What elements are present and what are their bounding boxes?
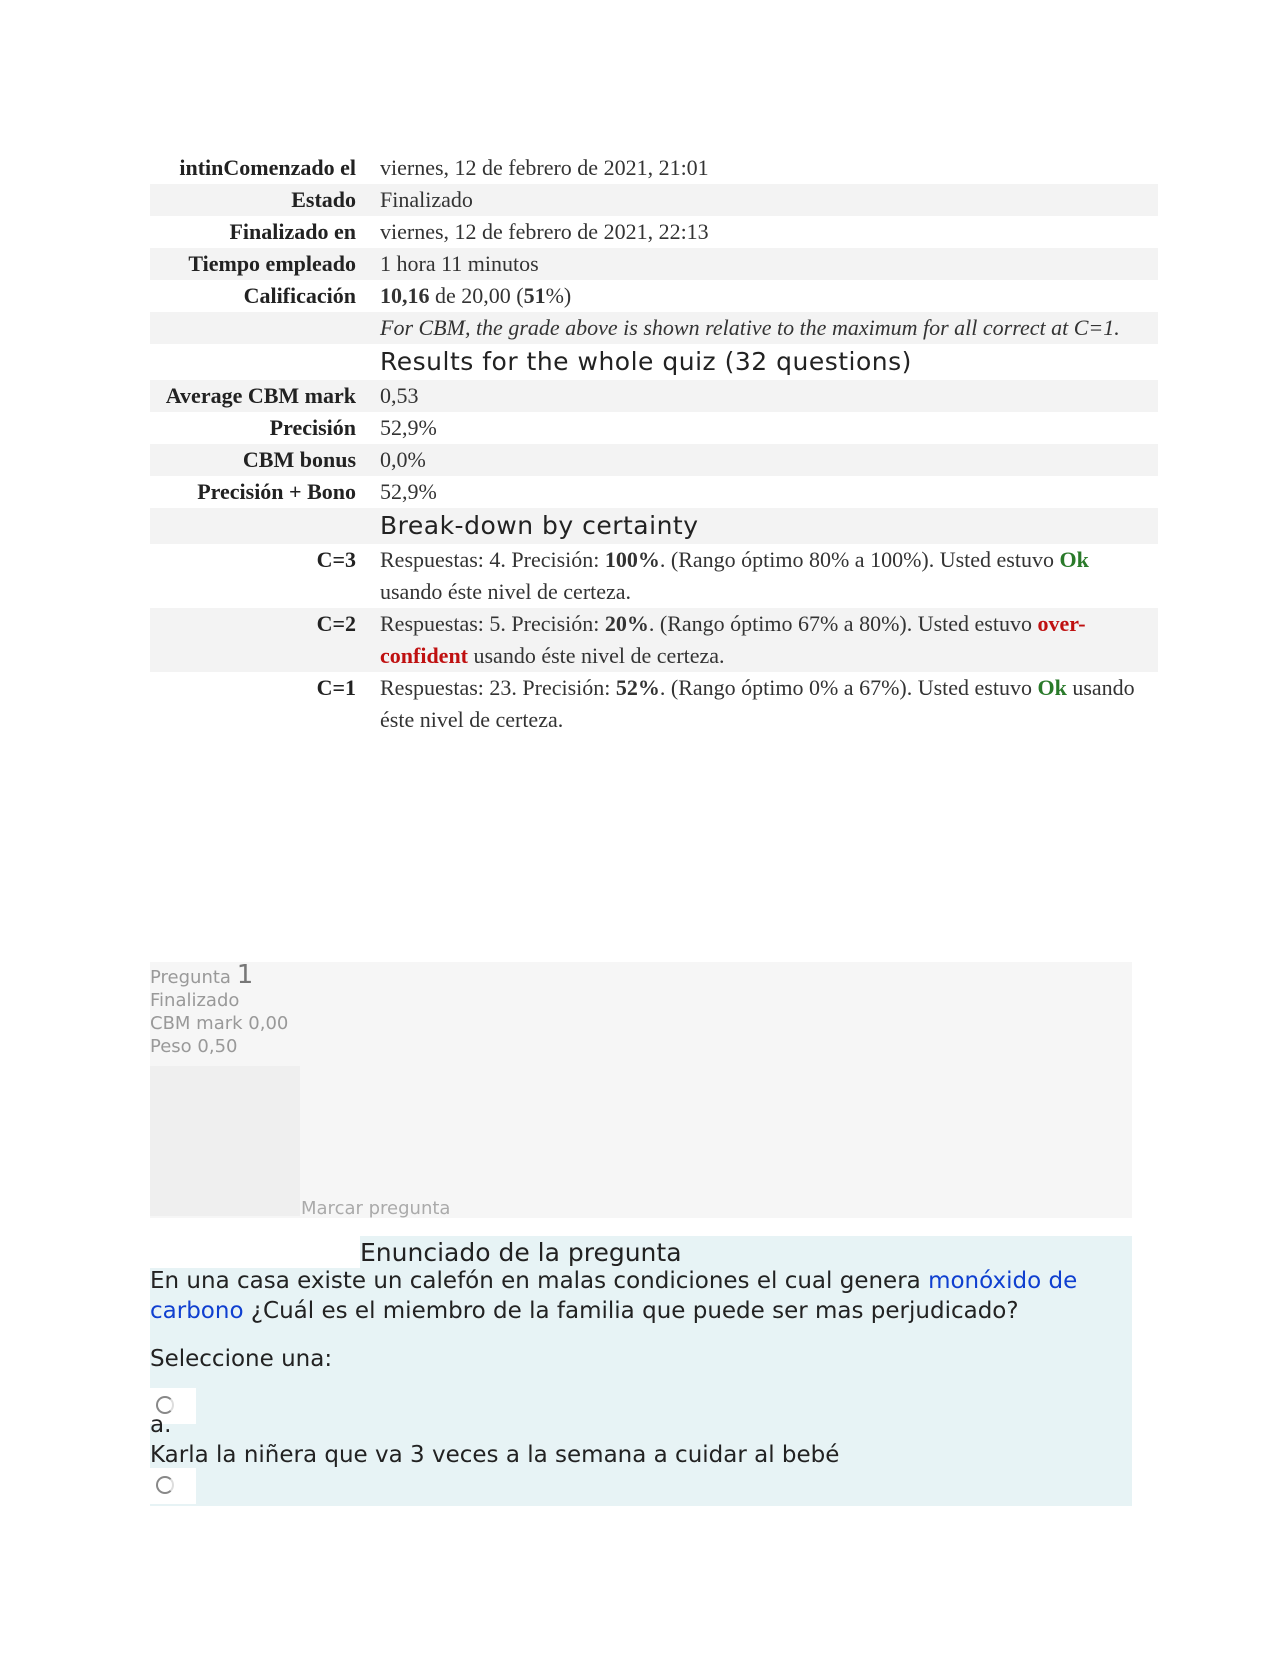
option-text: Karla la niñera que va 3 veces a la semana a cuidar al bebé — [150, 1442, 840, 1468]
summary-row-grade — [150, 280, 1158, 312]
certainty-detail: Respuestas: 4. Precisión: 100%. (Rango óptimo 80% a 100%). Usted estuvo Ok usando éste nivel de certeza. — [380, 547, 1089, 604]
summary-label: Calificación — [243, 283, 356, 308]
results-heading-row — [150, 344, 1158, 380]
stat-row-precision — [150, 412, 1158, 444]
certainty-row-c3 — [150, 544, 1158, 608]
certainty-row-c1 — [150, 672, 1158, 736]
flag-question-link[interactable]: Marcar pregunta — [301, 1198, 451, 1219]
radio-icon — [156, 1476, 174, 1494]
stat-row-average-cbm — [150, 380, 1158, 412]
certainty-accuracy: 100% — [604, 547, 660, 572]
summary-value: viernes, 12 de febrero de 2021, 21:01 — [380, 155, 709, 180]
summary-row-state — [150, 184, 1158, 216]
certainty-detail: Respuestas: 23. Precisión: 52%. (Rango óptimo 0% a 67%). Usted estuvo Ok usando éste nivel de certeza. — [380, 675, 1135, 732]
summary-value: 1 hora 11 minutos — [368, 248, 1158, 280]
option-b-radio[interactable] — [150, 1468, 196, 1504]
question-cbm-mark: CBM mark 0,00 — [150, 1013, 289, 1034]
question-weight: Peso 0,50 — [150, 1036, 238, 1057]
grade-of: de 20,00 ( — [429, 283, 524, 308]
question-info-box — [150, 1066, 300, 1216]
grade-score: 10,16 — [380, 283, 430, 308]
certainty-label: C=2 — [150, 608, 368, 672]
summary-row-cbm-note — [150, 312, 1158, 344]
grade-tail: %) — [545, 283, 572, 308]
summary-value: viernes, 12 de febrero de 2021, 22:13 — [380, 219, 709, 244]
attempt-summary-table — [150, 152, 1158, 736]
grade-percent: 51 — [523, 283, 546, 308]
summary-label: Tiempo empleado — [150, 248, 368, 280]
results-heading: Results for the whole quiz (32 questions) — [380, 347, 912, 376]
stat-value: 52,9% — [380, 415, 437, 440]
question-number: 1 — [236, 960, 254, 990]
stat-value: 0,53 — [368, 380, 1158, 412]
question-statement: En una casa existe un calefón en malas condiciones el cual genera monóxido de carbono ¿Cuál es el miembro de la familia que puede ser mas perjudicado? — [150, 1268, 1078, 1324]
certainty-label: C=3 — [316, 547, 356, 572]
summary-row-finished — [150, 216, 1158, 248]
summary-label: intinComenzado el — [179, 155, 356, 180]
cbm-note: For CBM, the grade above is shown relative to the maximum for all correct at C=1. — [368, 312, 1158, 344]
question-info-panel — [150, 962, 1132, 1218]
stat-row-precision-bonus — [150, 476, 1158, 508]
stat-value: 0,0% — [368, 444, 1158, 476]
certainty-verdict: over-confident — [380, 611, 1086, 668]
certainty-detail: Respuestas: 5. Precisión: 20%. (Rango óptimo 67% a 80%). Usted estuvo over-confident usando éste nivel de certeza. — [368, 608, 1158, 672]
stat-label: Average CBM mark — [150, 380, 368, 412]
question-state: Finalizado — [150, 990, 240, 1011]
certainty-verdict: Ok — [1059, 547, 1089, 572]
question-number-line — [150, 960, 288, 990]
stat-label: Precisión — [269, 415, 356, 440]
glossary-link[interactable]: monóxido de carbono — [150, 1268, 1078, 1324]
summary-value: Finalizado — [368, 184, 1158, 216]
certainty-label: C=1 — [316, 675, 356, 700]
stat-label: Precisión + Bono — [197, 479, 356, 504]
grade-value — [368, 280, 1158, 312]
certainty-accuracy: 20% — [604, 611, 649, 636]
answer-prompt: Seleccione una: — [150, 1346, 333, 1372]
stat-label: CBM bonus — [150, 444, 368, 476]
summary-row-time — [150, 248, 1158, 280]
breakdown-heading: Break-down by certainty — [368, 508, 1158, 544]
certainty-row-c2 — [150, 608, 1158, 672]
question-meta — [150, 960, 289, 1058]
certainty-accuracy: 52% — [615, 675, 660, 700]
option-letter: a. — [150, 1412, 172, 1438]
stat-row-cbm-bonus — [150, 444, 1158, 476]
question-text-header: Enunciado de la pregunta — [360, 1238, 682, 1267]
stat-value: 52,9% — [380, 479, 437, 504]
certainty-verdict: Ok — [1037, 675, 1067, 700]
question-content — [150, 1236, 1132, 1506]
breakdown-heading-row — [150, 508, 1158, 544]
summary-label: Estado — [150, 184, 368, 216]
summary-row-started — [150, 152, 1158, 184]
summary-label: Finalizado en — [229, 219, 356, 244]
question-label: Pregunta — [150, 967, 231, 988]
